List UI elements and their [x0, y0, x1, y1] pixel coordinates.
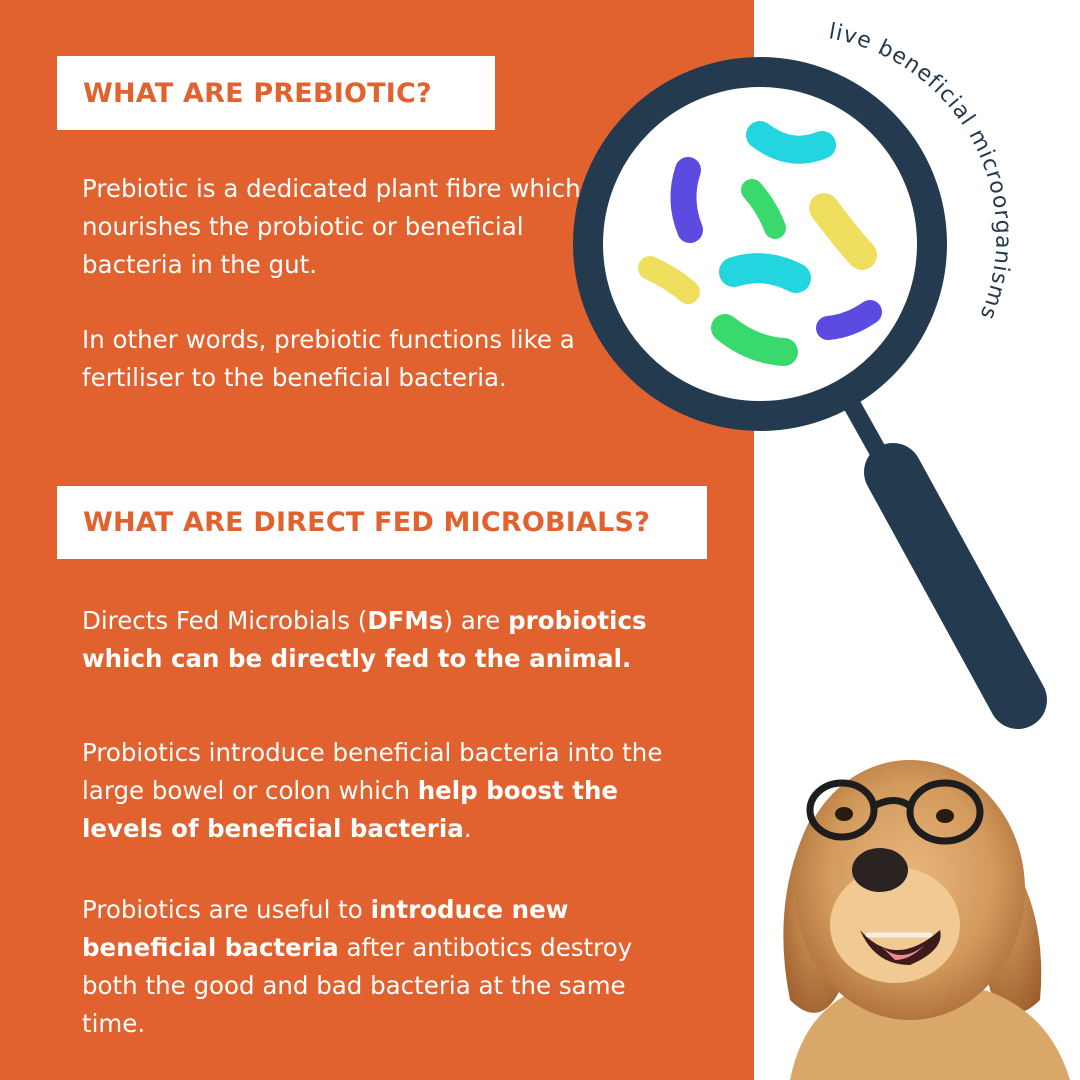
- bacterium-purple-left: [683, 170, 690, 230]
- magnifier-handle: [893, 472, 1018, 700]
- probiotics-antibiotics-part-a: Probiotics are useful to: [82, 895, 371, 924]
- probiotics-bowel-part-a: Probiotics introduce beneficial bacteria into the large bowel or colon which: [82, 738, 663, 805]
- prebiotic-fertiliser-text: In other words, prebiotic functions like a fertiliser to the beneficial bacteria.: [82, 325, 575, 392]
- probiotics-antibiotics-emphasis: introduce new beneficial bacteria: [82, 895, 569, 962]
- probiotics-bowel-part-c: .: [463, 814, 472, 843]
- dfm-abbreviation: DFMs: [367, 606, 444, 635]
- prebiotic-heading: WHAT ARE PREBIOTIC?: [83, 77, 432, 109]
- bacterium-cyan-middle: [734, 268, 796, 278]
- dog-eye-left: [835, 807, 853, 821]
- dog-nose: [852, 848, 908, 892]
- dog-with-glasses-photo: [770, 740, 1080, 1080]
- curved-caption-text: live beneficial microorganisms: [826, 19, 1016, 324]
- probiotics-bowel-emphasis: help boost the levels of beneficial bacteria: [82, 776, 619, 843]
- prebiotic-definition: Prebiotic is a dedicated plant fibre which nourishes the probiotic or beneficial bacteria in the gut.: [82, 174, 581, 279]
- dfm-heading: WHAT ARE DIRECT FED MICROBIALS?: [83, 507, 651, 538]
- dfm-definition-part-a: Directs Fed Microbials (: [82, 606, 368, 635]
- dfm-definition-part-c: ) are: [443, 606, 509, 635]
- dfm-definition-emphasis: probiotics which can be directly fed to the animal.: [82, 606, 647, 673]
- bacterium-cyan-top: [760, 135, 822, 150]
- dog-eye-right: [936, 809, 954, 823]
- probiotics-antibiotics-part-c: after antibotics destroy both the good and bad bacteria at the same time.: [82, 933, 633, 1038]
- magnifier-neck: [852, 405, 880, 455]
